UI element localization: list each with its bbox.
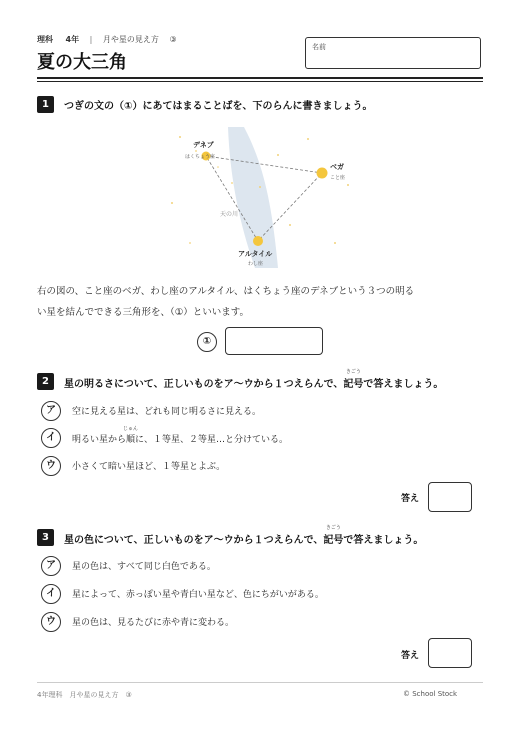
background-star — [189, 242, 191, 244]
q2-option-b-before: 明るい星から — [72, 435, 127, 445]
subject-label: 理科 — [37, 35, 53, 44]
q2-option-c-text: 小さくて暗い星ほど、１等星とよぶ。 — [72, 462, 226, 472]
answer-2-label: 答え — [401, 494, 420, 504]
question-3-prompt — [64, 525, 424, 546]
background-star — [277, 154, 279, 156]
altair-star — [253, 236, 263, 246]
question-3-prompt-before: 星の色について、正しいものをア〜ウから１つえらんで、 — [64, 535, 324, 546]
background-star — [307, 138, 309, 140]
question-1-paragraph-line-1: 右の図の、こと座のベガ、わし座のアルタイル、はくちょう座のデネブという３つの明る — [37, 286, 415, 297]
deneb-label: デネブ — [193, 141, 214, 149]
q3-option-c-mark[interactable]: ウ — [41, 612, 61, 632]
q2-option-a-mark[interactable]: ア — [41, 401, 61, 421]
question-3-number: 3 — [37, 529, 54, 546]
footer-right: © School Stock — [403, 690, 458, 698]
header-rule-thin — [37, 81, 483, 82]
answer-1-box[interactable] — [225, 327, 323, 355]
background-star — [217, 166, 219, 168]
deneb-constellation: はくちょう座 — [185, 154, 216, 160]
background-star — [289, 224, 291, 226]
header-subtitle — [37, 34, 177, 45]
background-star — [347, 184, 349, 186]
q2-option-b-ruby — [123, 426, 139, 445]
altair-label: アルタイル — [238, 250, 273, 258]
background-star — [171, 202, 173, 204]
answer-3-label: 答え — [401, 651, 420, 661]
background-star — [231, 182, 233, 184]
vega-label: ベガ — [330, 163, 344, 171]
question-2-prompt-after: で答えましょう。 — [363, 379, 444, 390]
q3-option-b-text: 星によって、赤っぽい星や青白い星など、色にちがいがある。 — [72, 590, 324, 600]
grade-label: 4年 — [65, 35, 80, 44]
altair-constellation: わし座 — [248, 261, 264, 267]
header-separator: | — [89, 35, 93, 44]
page-title: 夏の大三角 — [37, 52, 127, 73]
answer-2-box[interactable] — [428, 482, 472, 512]
q2-option-a-text: 空に見える星は、どれも同じ明るさに見える。 — [72, 407, 262, 417]
question-3-prompt-after: で答えましょう。 — [343, 535, 424, 546]
question-1-prompt: つぎの文の（①）にあてはまることばを、下のらんに書きましょう。 — [64, 101, 373, 112]
vega-constellation: こと座 — [330, 175, 346, 181]
q3-option-a-text: 星の色は、すべて同じ白色である。 — [72, 562, 216, 572]
question-2-prompt — [64, 369, 444, 390]
q2-option-b-ruby-reading: じゅん — [123, 426, 139, 432]
question-2-ruby — [343, 369, 364, 390]
answer-3-box[interactable] — [428, 638, 472, 668]
q2-option-b-after: に、１等星、２等星…と分けている。 — [135, 435, 289, 445]
footer-rule — [37, 682, 483, 683]
question-2-ruby-reading: きごう — [345, 369, 361, 375]
vega-star — [317, 168, 328, 179]
background-star — [195, 150, 197, 152]
milky-way-band — [228, 127, 278, 268]
sheet-number: ③ — [169, 35, 177, 44]
q3-option-a-mark[interactable]: ア — [41, 556, 61, 576]
answer-1-marker: ① — [197, 332, 217, 352]
milky-way-label: 天の川 — [220, 211, 239, 218]
background-star — [179, 136, 181, 138]
question-3-ruby-reading: きごう — [325, 525, 341, 531]
footer-left: 4年理科 月や星の見え方 ③ — [37, 691, 132, 699]
question-2-number: 2 — [37, 373, 54, 390]
name-label: 名前 — [312, 43, 326, 51]
question-2-ruby-base: 記号 — [343, 379, 364, 390]
question-3-ruby-base: 記号 — [323, 535, 344, 546]
header-rule — [37, 77, 483, 79]
question-1-paragraph-line-2: い星を結んでできる三角形を、（①）といいます。 — [37, 307, 250, 318]
question-3-ruby — [323, 525, 344, 546]
q2-option-b-mark[interactable]: イ — [41, 428, 61, 448]
q2-option-b-text — [72, 426, 289, 445]
unit-label: 月や星の見え方 — [102, 35, 159, 44]
question-1-number: 1 — [37, 96, 54, 113]
q2-option-c-mark[interactable]: ウ — [41, 456, 61, 476]
q2-option-b-ruby-base: 順 — [126, 435, 136, 445]
name-field[interactable] — [305, 37, 481, 69]
q3-option-b-mark[interactable]: イ — [41, 584, 61, 604]
background-star — [334, 242, 336, 244]
q3-option-c-text: 星の色は、見るたびに赤や青に変わる。 — [72, 618, 235, 628]
question-2-prompt-before: 星の明るさについて、正しいものをア〜ウから１つえらんで、 — [64, 379, 344, 390]
summer-triangle-diagram — [160, 125, 360, 270]
background-star — [259, 186, 261, 188]
